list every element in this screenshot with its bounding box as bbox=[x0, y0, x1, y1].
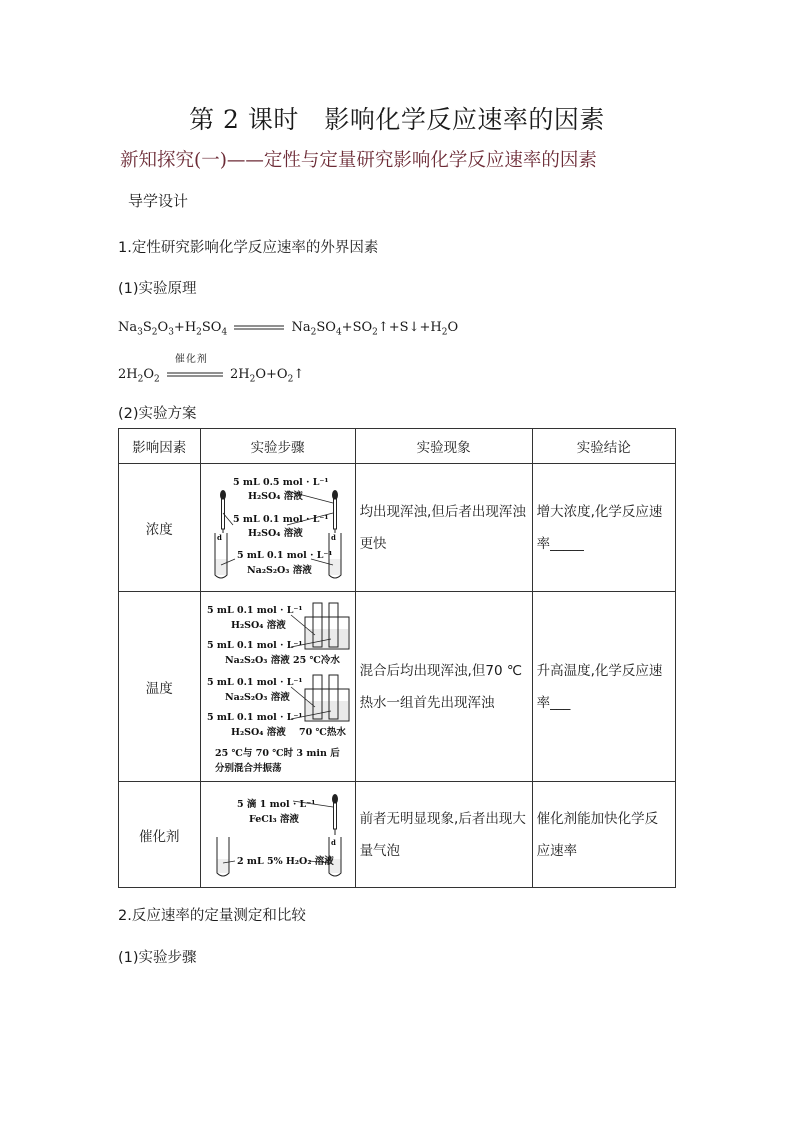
factor-cell: 浓度 bbox=[119, 464, 201, 592]
svg-text:d: d bbox=[216, 532, 222, 542]
header-steps: 实验步骤 bbox=[200, 429, 355, 464]
part1-sub1: (1)实验原理 bbox=[118, 281, 197, 297]
equation-1: $Na_3S_2O_3+H_2SO_4$ $Na_2SO_4+SO_2↑+S↓+H_2O$ bbox=[118, 320, 459, 338]
beaker-hot bbox=[305, 675, 349, 721]
header-phenomenon: 实验现象 bbox=[355, 429, 532, 464]
catalyst-label: 催化剂 bbox=[174, 353, 208, 365]
part1-sub2: (2)实验方案 bbox=[118, 406, 197, 422]
conclusion-cell: 升高温度,化学反应速率___ bbox=[532, 592, 675, 782]
label-h2so4-solution-2: H₂SO₄ 溶液 bbox=[230, 726, 286, 738]
steps-cell bbox=[200, 782, 355, 888]
section-label: 导学设计 bbox=[128, 192, 189, 210]
label-fecl3-solution: FeCl₃ 溶液 bbox=[248, 813, 299, 825]
svg-text:d: d bbox=[330, 837, 336, 847]
equation-2: $2H_2O_2$ 催化剂 $2H_2O+O_2↑$ bbox=[118, 367, 304, 385]
phenomenon-cell: 均出现浑浊,但后者出现浑浊更快 bbox=[355, 464, 532, 592]
part1-heading: 1.定性研究影响化学反应速率的外界因素 bbox=[118, 240, 379, 256]
table-row-catalyst bbox=[119, 782, 676, 888]
table-row-concentration bbox=[119, 464, 676, 592]
temperature-apparatus-diagram bbox=[201, 593, 355, 781]
catalyst-apparatus-diagram bbox=[201, 783, 355, 887]
label-na2s2o3-conc: 5 mL 0.1 mol · L⁻¹ bbox=[206, 639, 303, 651]
test-tube-left bbox=[215, 533, 227, 578]
label-na2s2o3-solution-2: Na₂S₂O₃ 溶液 bbox=[224, 691, 290, 703]
header-conclusion: 实验结论 bbox=[532, 429, 675, 464]
label-h2so4-conc: 5 mL 0.1 mol · L⁻¹ bbox=[206, 604, 303, 616]
catalyst-arrow bbox=[167, 353, 223, 380]
part2-sub1: (1)实验步骤 bbox=[118, 950, 197, 966]
label-h2so4-05-conc: 5 mL 0.5 mol · L⁻¹ bbox=[232, 476, 329, 488]
part2-heading: 2.反应速率的定量测定和比较 bbox=[118, 908, 306, 924]
page-title: 第 2 课时 影响化学反应速率的因素 bbox=[189, 105, 605, 134]
steps-cell bbox=[200, 464, 355, 592]
beaker-cold bbox=[305, 603, 349, 649]
label-mix-note: 分别混合并振荡 bbox=[214, 762, 282, 774]
concentration-apparatus-diagram bbox=[201, 465, 355, 591]
label-na2s2o3-conc: 5 mL 0.1 mol · L⁻¹ bbox=[236, 549, 333, 561]
experiment-table bbox=[118, 428, 676, 888]
label-hot-water: 70 ℃热水 bbox=[298, 726, 346, 738]
label-na2s2o3-solution: Na₂S₂O₃ 溶液 bbox=[246, 564, 312, 576]
equals-sign bbox=[234, 325, 284, 331]
table-header-row bbox=[119, 429, 676, 464]
label-timing-note: 25 ℃与 70 ℃时 3 min 后 bbox=[214, 747, 340, 759]
svg-text:d: d bbox=[330, 532, 336, 542]
label-cold-water: 25 ℃冷水 bbox=[292, 654, 340, 666]
page-subtitle: 新知探究(一)——定性与定量研究影响化学反应速率的因素 bbox=[120, 150, 597, 171]
dropper-right bbox=[332, 490, 338, 535]
steps-cell bbox=[200, 592, 355, 782]
phenomenon-cell: 混合后均出现浑浊,但70 ℃热水一组首先出现浑浊 bbox=[355, 592, 532, 782]
label-fecl3-conc: 5 滴 1 mol · L⁻¹ bbox=[236, 798, 315, 810]
conclusion-cell: 催化剂能加快化学反应速率 bbox=[532, 782, 675, 888]
test-tube-left bbox=[217, 837, 229, 876]
label-na2s2o3-conc-2: 5 mL 0.1 mol · L⁻¹ bbox=[206, 676, 303, 688]
factor-cell: 催化剂 bbox=[119, 782, 201, 888]
label-h2so4-solution-2: H₂SO₄ 溶液 bbox=[247, 527, 303, 539]
factor-cell: 温度 bbox=[119, 592, 201, 782]
label-h2so4-conc-2: 5 mL 0.1 mol · L⁻¹ bbox=[206, 711, 303, 723]
label-na2s2o3-solution: Na₂S₂O₃ 溶液 bbox=[224, 654, 290, 666]
conclusion-cell: 增大浓度,化学反应速率_____ bbox=[532, 464, 675, 592]
label-h2so4-solution: H₂SO₄ 溶液 bbox=[247, 490, 303, 502]
header-factor: 影响因素 bbox=[119, 429, 201, 464]
phenomenon-cell: 前者无明显现象,后者出现大量气泡 bbox=[355, 782, 532, 888]
label-h2so4-solution: H₂SO₄ 溶液 bbox=[230, 619, 286, 631]
label-h2o2-solution: 2 mL 5% H₂O₂ 溶液 bbox=[236, 855, 334, 867]
table-row-temperature bbox=[119, 592, 676, 782]
dropper-right bbox=[332, 794, 338, 835]
label-h2so4-01-conc: 5 mL 0.1 mol · L⁻¹ bbox=[232, 513, 329, 525]
dropper-left bbox=[220, 490, 226, 535]
